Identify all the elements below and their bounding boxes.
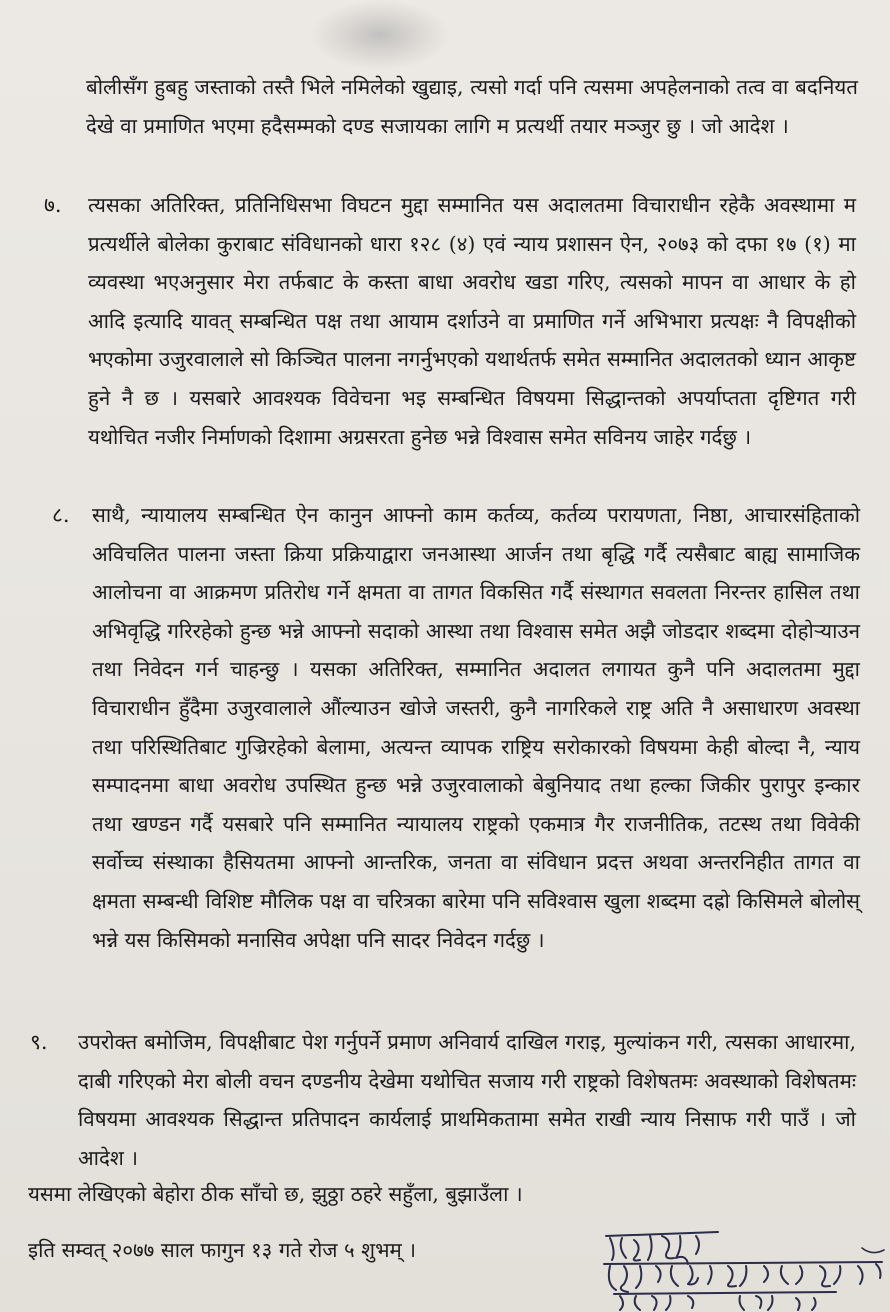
handwritten-signature [600, 1222, 890, 1312]
paragraph-item-9: उपरोक्त बमोजिम, विपक्षीबाट पेश गर्नुपर्ने प्रमाण अनिवार्य दाखिल गराइ, मुल्यांकन गरी, त्यसका आधारमा, दाबी गरिएको मेरा बोली वचन दण्डनीय देखेमा यथोचित सजाय गरी राष्ट्रको विशेषतमः अवस्थाको विशेषतमः विषयमा आवश्यक सिद्धान्त प्रतिपादन कार्यलाई प्राथमिकतामा समेत राखी न्याय निसाफ गरी पाउँ । जो आदेश । [78, 1030, 856, 1170]
paragraph-continuation: बोलीसँग हुबहु जस्ताको तस्तै भिले नमिलेको खुद्याइ, त्यसो गर्दा पनि त्यसमा अपहेलनाको तत्व वा बदनियत देखे वा प्रमाणित भएमा हदैसम्मको दण्ड सजायका लागि म प्रत्यर्थी तयार मञ्जुर छु । जो आदेश । [86, 75, 858, 138]
item-number-9: ९. [30, 1030, 48, 1054]
item-number-7: ७. [44, 193, 62, 217]
signature-image [600, 1222, 890, 1312]
scan-smudge [310, 0, 450, 70]
paragraph-item-7: त्यसका अतिरिक्त, प्रतिनिधिसभा विघटन मुद्दा सम्मानित यस अदालतमा विचाराधीन रहेकै अवस्थामा म प्रत्यर्थीले बोलेका कुराबाट संविधानको धारा १२८ (४) एवं न्याय प्रशासन ऐन, २०७३ को दफा १७ (१) मा व्यवस्था भएअनुसार मेरा तर्फबाट के कस्ता बाधा अवरोध खडा गरिए, त्यसको मापन वा आधार के हो आदि इत्यादि यावत् सम्बन्धित पक्ष तथा आयाम दर्शाउने वा प्रमाणित गर्ने अभिभारा प्रत्यक्षः नै विपक्षीको भएकोमा उजुरवालाले सो किञ्चित पालना नगर्नुभएको यथार्थतर्फ समेत सम्मानित अदालतको ध्यान आकृष्ट हुने नै छ । यसबारे आवश्यक विवेचना भइ सम्बन्धित विषयमा सिद्धान्तको अपर्याप्तता दृष्टिगत गरी यथोचित नजीर निर्माणको दिशामा अग्रसरता हुनेछ भन्ने विश्वास समेत सविनय जाहेर गर्दछु । [88, 193, 856, 449]
date-line: इति सम्वत् २०७७ साल फागुन १३ गते रोज ५ शुभम् । [28, 1238, 417, 1262]
declaration-line: यसमा लेखिएको बेहोरा ठीक साँचो छ, झुठ्ठा ठहरे सहुँला, बुझाउँला । [28, 1182, 523, 1206]
item-number-8: ८. [52, 503, 70, 527]
paragraph-item-8: साथै, न्यायालय सम्बन्धित ऐन कानुन आफ्नो काम कर्तव्य, कर्तव्य परायणता, निष्ठा, आचारसंहिताको अविचलित पालना जस्ता क्रिया प्रक्रियाद्वारा जनआस्था आर्जन तथा बृद्धि गर्दै त्यसैबाट बाह्य सामाजिक आलोचना वा आक्रमण प्रतिरोध गर्ने क्षमता वा तागत विकसित गर्दै संस्थागत सवलता निरन्तर हासिल तथा अभिवृद्धि गरिरहेको हुन्छ भन्ने आफ्नो सदाको आस्था तथा विश्वास समेत अझै जोडदार शब्दमा दोहोऱ्याउन तथा निवेदन गर्न चाहन्छु । यसका अतिरिक्त, सम्मानित अदालत लगायत कुनै पनि अदालतमा मुद्दा विचाराधीन हुँदैमा उजुरवालाले औंल्याउन खोजे जस्तरी, कुनै नागरिकले राष्ट्र अति नै असाधारण अवस्था तथा परिस्थितिबाट गुज्रिरहेको बेलामा, अत्यन्त व्यापक राष्ट्रिय सरोकारको विषयमा केही बोल्दा नै, न्याय सम्पादनमा बाधा अवरोध उपस्थित हुन्छ भन्ने उजुरवालाको बेबुनियाद तथा हल्का जिकीर पुरापुर इन्कार तथा खण्डन गर्दै यसबारे पनि सम्मानित न्यायालय राष्ट्रको एकमात्र गैर राजनीतिक, तटस्थ तथा विवेकी सर्वोच्च संस्थाका हैसियतमा आफ्नो आन्तरिक, जनता वा संविधान प्रदत्त अथवा अन्तरनिहीत तागत वा क्षमता सम्बन्धी विशिष्ट मौलिक पक्ष वा चरित्रका बारेमा पनि सविश्वास खुला शब्दमा दह्रो किसिमले बोलोस् भन्ने यस किसिमको मनासिव अपेक्षा पनि सादर निवेदन गर्दछु । [92, 503, 860, 952]
